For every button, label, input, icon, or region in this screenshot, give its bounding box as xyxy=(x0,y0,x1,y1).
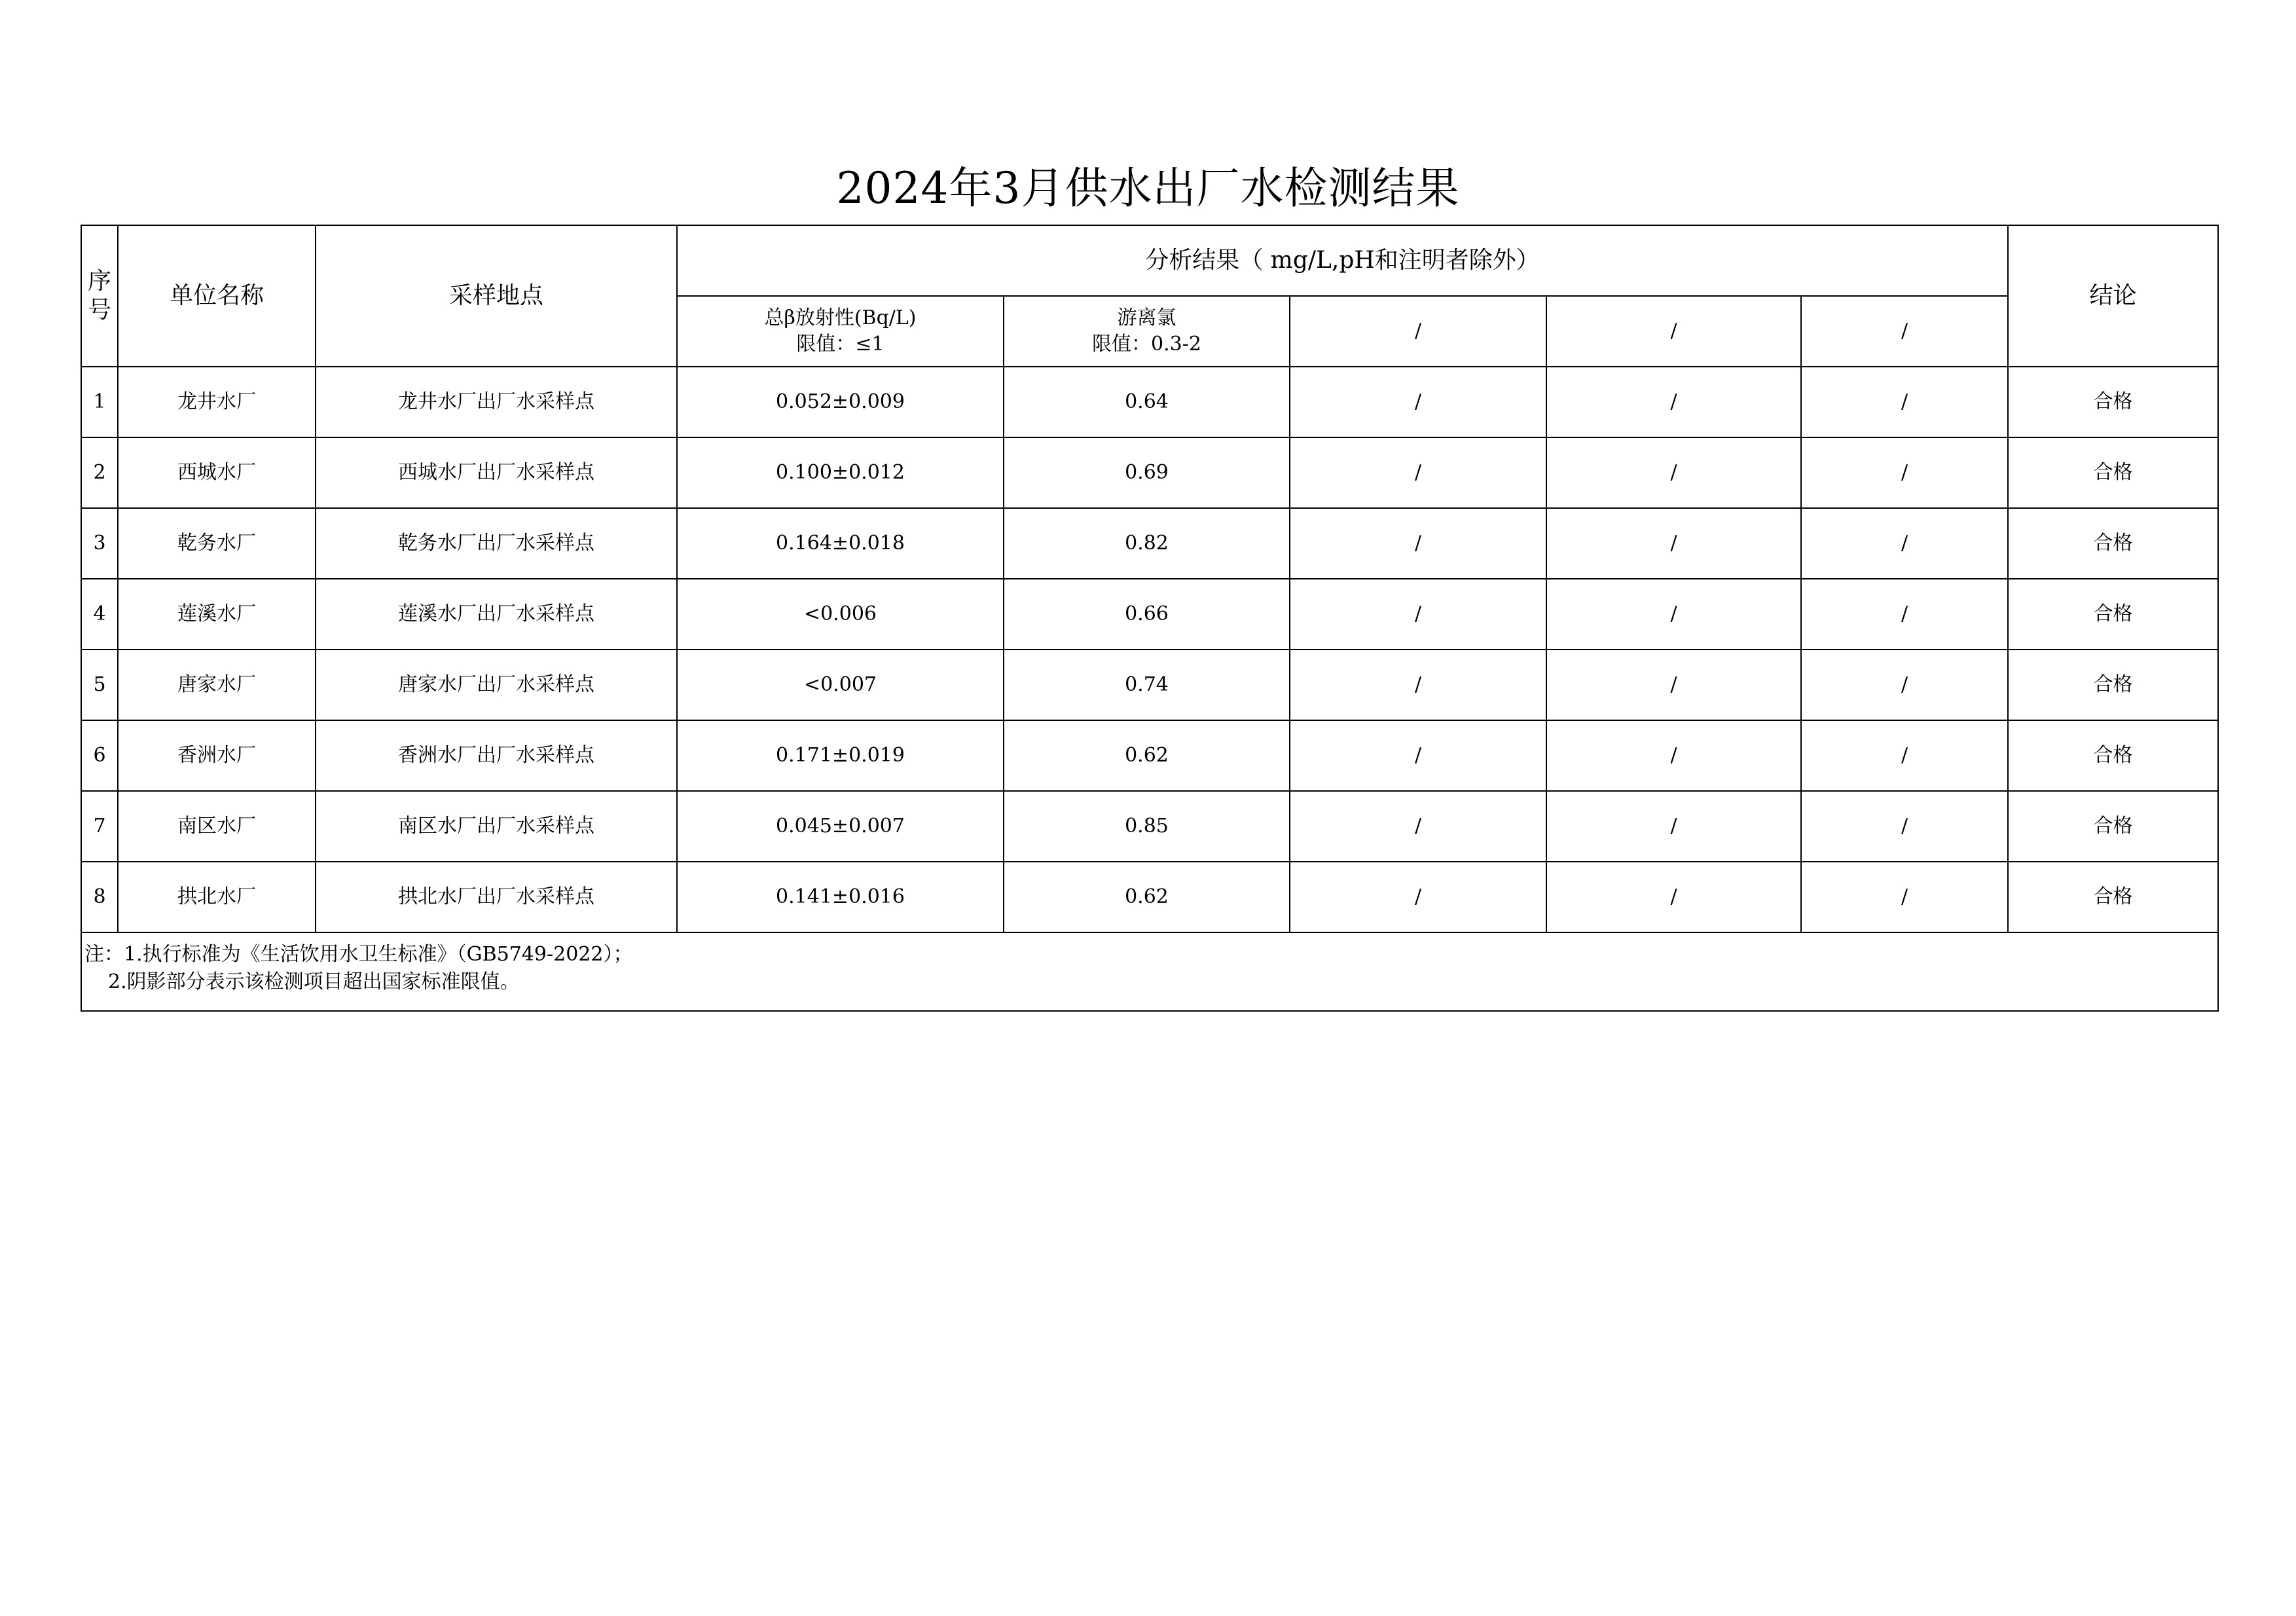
header-free-chlorine xyxy=(1004,296,1290,367)
header-conclusion: 结论 xyxy=(2008,225,2218,367)
header-blank-3: / xyxy=(1801,296,2008,367)
cell-blank-3: / xyxy=(1801,437,2008,508)
cell-blank-2: / xyxy=(1546,862,1801,932)
cell-beta: 0.141±0.016 xyxy=(677,862,1004,932)
header-blank-2: / xyxy=(1546,296,1801,367)
cell-blank-3: / xyxy=(1801,862,2008,932)
cell-conclusion: 合格 xyxy=(2008,791,2218,862)
cell-beta: <0.006 xyxy=(677,579,1004,650)
cell-blank-2: / xyxy=(1546,437,1801,508)
cell-site: 香洲水厂出厂水采样点 xyxy=(316,720,677,791)
cell-blank-1: / xyxy=(1290,579,1546,650)
cell-conclusion: 合格 xyxy=(2008,437,2218,508)
cell-blank-1: / xyxy=(1290,367,1546,437)
header-unit-name: 单位名称 xyxy=(118,225,316,367)
cell-conclusion: 合格 xyxy=(2008,650,2218,720)
cell-chlorine: 0.69 xyxy=(1004,437,1290,508)
cell-conclusion: 合格 xyxy=(2008,720,2218,791)
cell-blank-1: / xyxy=(1290,508,1546,579)
cell-blank-3: / xyxy=(1801,367,2008,437)
cell-blank-3: / xyxy=(1801,650,2008,720)
header-analysis-results: 分析结果（ mg/L,pH和注明者除外） xyxy=(677,225,2008,296)
header-total-beta-name: 总β放射性(Bq/L) xyxy=(764,306,917,329)
cell-seq: 5 xyxy=(81,650,118,720)
cell-blank-2: / xyxy=(1546,367,1801,437)
cell-beta: <0.007 xyxy=(677,650,1004,720)
cell-beta: 0.100±0.012 xyxy=(677,437,1004,508)
cell-seq: 1 xyxy=(81,367,118,437)
cell-unit: 乾务水厂 xyxy=(118,508,316,579)
cell-beta: 0.171±0.019 xyxy=(677,720,1004,791)
cell-seq: 6 xyxy=(81,720,118,791)
cell-site: 西城水厂出厂水采样点 xyxy=(316,437,677,508)
table-row xyxy=(81,650,2218,720)
cell-chlorine: 0.82 xyxy=(1004,508,1290,579)
cell-seq: 7 xyxy=(81,791,118,862)
table-row xyxy=(81,367,2218,437)
table-row xyxy=(81,579,2218,650)
cell-blank-1: / xyxy=(1290,437,1546,508)
cell-site: 龙井水厂出厂水采样点 xyxy=(316,367,677,437)
cell-chlorine: 0.62 xyxy=(1004,720,1290,791)
header-sample-site: 采样地点 xyxy=(316,225,677,367)
table-row xyxy=(81,720,2218,791)
cell-chlorine: 0.85 xyxy=(1004,791,1290,862)
cell-beta: 0.052±0.009 xyxy=(677,367,1004,437)
cell-chlorine: 0.64 xyxy=(1004,367,1290,437)
cell-conclusion: 合格 xyxy=(2008,579,2218,650)
cell-site: 唐家水厂出厂水采样点 xyxy=(316,650,677,720)
cell-beta: 0.164±0.018 xyxy=(677,508,1004,579)
table-row xyxy=(81,862,2218,932)
cell-seq: 2 xyxy=(81,437,118,508)
cell-blank-3: / xyxy=(1801,579,2008,650)
cell-unit: 唐家水厂 xyxy=(118,650,316,720)
table-row xyxy=(81,508,2218,579)
header-free-chlorine-name: 游离氯 xyxy=(1117,306,1176,329)
cell-blank-1: / xyxy=(1290,862,1546,932)
cell-unit: 拱北水厂 xyxy=(118,862,316,932)
cell-chlorine: 0.62 xyxy=(1004,862,1290,932)
cell-unit: 香洲水厂 xyxy=(118,720,316,791)
cell-site: 乾务水厂出厂水采样点 xyxy=(316,508,677,579)
cell-site: 莲溪水厂出厂水采样点 xyxy=(316,579,677,650)
page-title: 2024年3月供水出厂水检测结果 xyxy=(836,163,1460,213)
cell-site: 拱北水厂出厂水采样点 xyxy=(316,862,677,932)
cell-blank-3: / xyxy=(1801,720,2008,791)
header-total-beta xyxy=(677,296,1004,367)
cell-seq: 8 xyxy=(81,862,118,932)
cell-blank-1: / xyxy=(1290,720,1546,791)
header-free-chlorine-limit: 限值：0.3-2 xyxy=(1092,333,1201,356)
note-1: 注：1.执行标准为《生活饮用水卫生标准》（GB5749-2022）； xyxy=(84,943,633,966)
cell-beta: 0.045±0.007 xyxy=(677,791,1004,862)
cell-seq: 4 xyxy=(81,579,118,650)
notes-row xyxy=(81,932,2218,1011)
cell-blank-2: / xyxy=(1546,720,1801,791)
header-row-1 xyxy=(81,225,2218,296)
cell-blank-3: / xyxy=(1801,791,2008,862)
cell-unit: 龙井水厂 xyxy=(118,367,316,437)
note-2: 2.阴影部分表示该检测项目超出国家标准限值。 xyxy=(108,970,520,993)
cell-blank-1: / xyxy=(1290,791,1546,862)
header-seq: 序号 xyxy=(81,225,118,367)
cell-blank-2: / xyxy=(1546,791,1801,862)
notes-cell xyxy=(81,932,2218,1011)
cell-unit: 西城水厂 xyxy=(118,437,316,508)
cell-blank-2: / xyxy=(1546,650,1801,720)
cell-chlorine: 0.74 xyxy=(1004,650,1290,720)
cell-conclusion: 合格 xyxy=(2008,508,2218,579)
cell-unit: 莲溪水厂 xyxy=(118,579,316,650)
table-row xyxy=(81,437,2218,508)
table-row xyxy=(81,791,2218,862)
cell-unit: 南区水厂 xyxy=(118,791,316,862)
results-table xyxy=(81,225,2219,1012)
cell-conclusion: 合格 xyxy=(2008,862,2218,932)
cell-seq: 3 xyxy=(81,508,118,579)
cell-site: 南区水厂出厂水采样点 xyxy=(316,791,677,862)
cell-chlorine: 0.66 xyxy=(1004,579,1290,650)
cell-conclusion: 合格 xyxy=(2008,367,2218,437)
cell-blank-3: / xyxy=(1801,508,2008,579)
cell-blank-2: / xyxy=(1546,579,1801,650)
cell-blank-1: / xyxy=(1290,650,1546,720)
cell-blank-2: / xyxy=(1546,508,1801,579)
header-blank-1: / xyxy=(1290,296,1546,367)
header-total-beta-limit: 限值：≤1 xyxy=(796,333,884,356)
